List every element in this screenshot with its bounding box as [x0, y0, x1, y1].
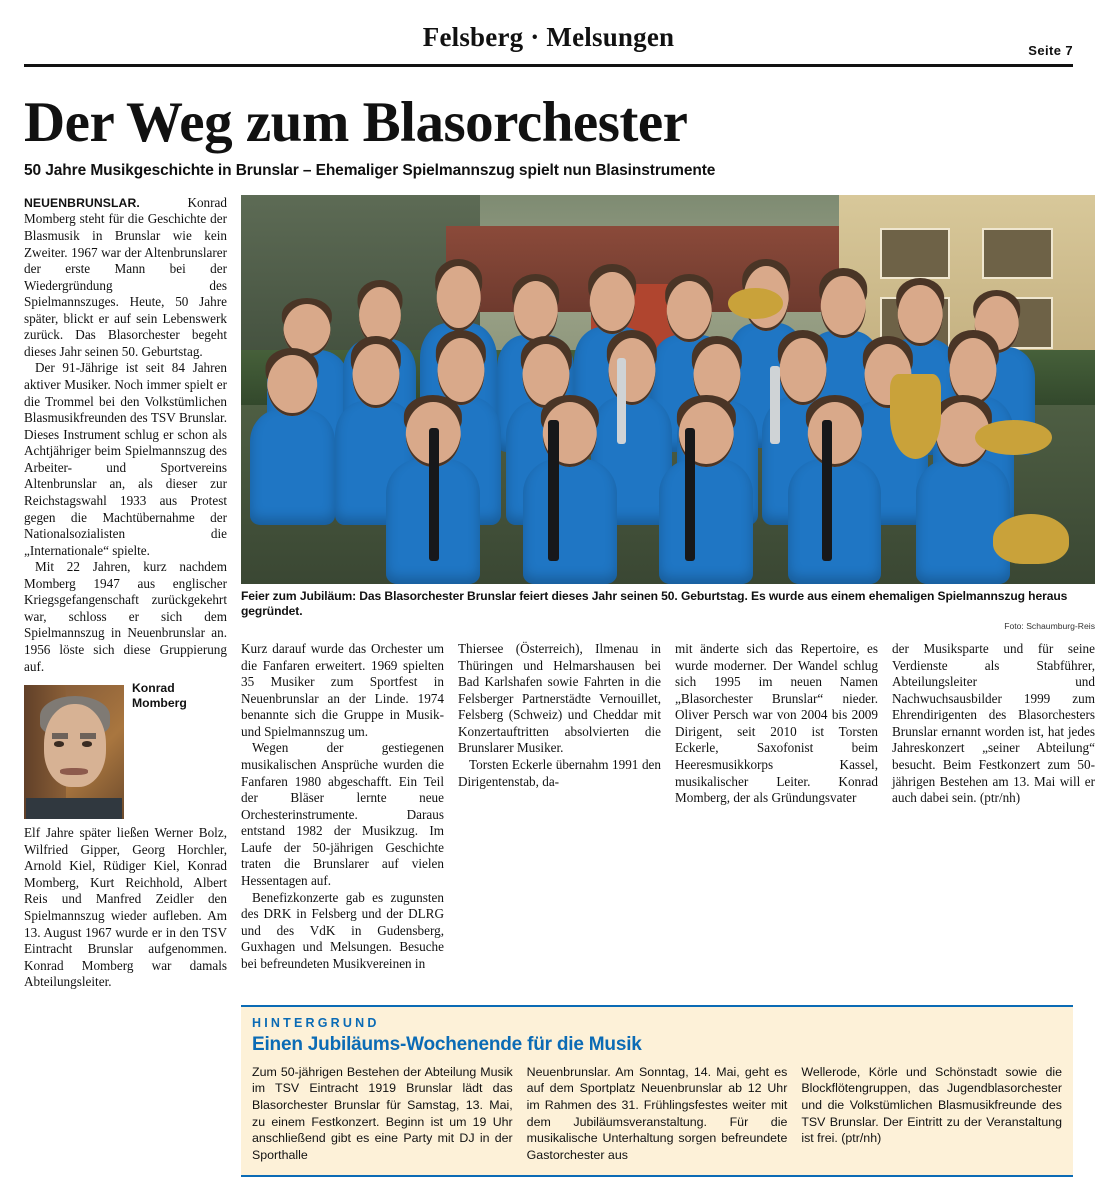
hintergrund-kicker: HINTERGRUND	[252, 1015, 380, 1030]
group-photo	[241, 195, 1095, 584]
paragraph-text: Kurz darauf wurde das Orchester um die Fanfaren erweitert. 1969 spielten 35 Musiker zum Sportfest in Neuenbrunslar an der Linde. 1974 benannte sich die Gruppe in Musik- und Spielmannszug um.	[241, 641, 444, 739]
paragraph: der Musiksparte und für seine Verdienste als Stabführer, Abteilungsleiter und Nachwuchsausbilder 1999 zum Ehrendirigenten des Blasorchesters Brunslar ernannt worden ist, hat jedes Jahreskonzert „seiner Abteilung“ besucht. Beim Festkonzert zum 50-jährigen Bestehen am 13. Mai will er auch dabei sein. (ptr/nh)	[892, 641, 1095, 806]
hintergrund-title: Einen Jubiläums-Wochenende für die Musik	[252, 1033, 642, 1055]
hintergrund-columns	[252, 1064, 1062, 1164]
portrait-image	[24, 685, 124, 819]
portrait-name-line2: Momberg	[132, 695, 187, 710]
paragraph: Benefizkonzerte gab es zugunsten des DRK in Felsberg und der DLRG und des VdK in Gudensberg, Guxhagen und Melsungen. Besuche bei befreundeten Musikvereinen in	[241, 889, 444, 971]
paragraph: mit änderte sich das Repertoire, es wurde moderner. Der Wandel schlug sich 1995 im neuen Namen „Blasorchester Brunslar“ nieder. Oliver Persch war von 2004 bis 2009 Dirigent, seit 2010 ist Torsten Eckerle, Saxofonist beim Heeresmusikkorps Kassel, musikalischer Leiter. Konrad Momberg, der als Gründungsvater	[675, 641, 878, 806]
masthead-title: Felsberg · Melsungen	[422, 22, 675, 52]
paragraph	[241, 641, 444, 740]
hintergrund-paragraph: Neuenbrunslar. Am Sonntag, 14. Mai, geht es auf dem Sportplatz Neuenbrunslar ab 12 Uhr im Rahmen des 31. Frühlingsfestes weiter mit dem Jubiläumsveranstaltung. Für die musikalische Unterhaltung sorgen befreundete Gastorchester aus	[526, 1064, 788, 1162]
newspaper-page	[0, 22, 1097, 1162]
article-column-4	[675, 641, 878, 972]
paragraph	[24, 195, 227, 361]
paragraph: Wegen der gestiegenen musikalischen Ansprüche wurden die Fanfaren 1980 abgeschafft. Ein Teil der Bläser lernte neue Orchesterinstrumente. Daraus entstand 1982 der Musikzug. Im Laufe der 50-jährigen Geschichte traten die Brunslarer auf vielen Hessentagen auf.	[241, 740, 444, 888]
page-number: Seite 7	[1028, 43, 1073, 58]
hintergrund-paragraph: Wellerode, Körle und Schönstadt sowie die Blockflötengruppen, das Jugendblasorchester und die Volkstümlichen Blasmusikfreunde des TSV Brunslar. Der Eintritt zu der Veranstaltung ist frei. (ptr/nh)	[801, 1064, 1063, 1146]
hintergrund-paragraph: Zum 50-jährigen Bestehen der Abteilung Musik im TSV Eintracht 1919 Brunslar lädt das Blasorchester Brunslar für Samstag, 13. Mai, zu einem Festkonzert. Beginn ist um 19 Uhr anschließend gibt es eine Party mit DJ in der Sporthalle	[252, 1064, 513, 1162]
portrait-block	[24, 681, 227, 821]
article-column-2	[241, 641, 444, 972]
masthead	[24, 22, 1073, 67]
paragraph: Thiersee (Österreich), Ilmenau in Thüringen und Helmarshausen bei Bad Karlshafen sowie Fahrten in die Felsberger Partnerstädte Vernouillet, Felsberg (Schweiz) und Cheddar mit Konzertauftritten absolvierten die Brunslarer Musiker.	[458, 641, 661, 756]
article-column-1	[24, 195, 227, 991]
paragraph: Der 91-Jährige ist seit 84 Jahren aktiver Musiker. Noch immer spielt er die Trommel bei den Volkstümlichen Blasmusikfreunden des TSV Brunslar. Dieses Instrument schlug er schon als Achtjähriger beim Spielmannszug des Arbeiter- und Sportvereins Altenbrunslar an, als dieser zur Reichstagswahl 1933 aus Protest gegen die Machtübernahme der Nationalsozialisten die „Internationale“ spielte.	[24, 360, 227, 558]
article-subhead: 50 Jahre Musikgeschichte in Brunslar – Ehemaliger Spielmannszug spielt nun Blasinstrumente	[24, 162, 716, 180]
paragraph-text: Konrad Momberg steht für die Geschichte der Blasmusik in Brunslar wie kein Zweiter. 1967 war der Altenbrunslarer der erste Mann bei der Wiedergründung des Spielmannszuges. Heute, 50 Jahre später, blickt er auf sein Lebenswerk zurück. Das Blasorchester begeht dieses Jahr seinen 50. Geburtstag.	[24, 194, 227, 359]
hintergrund-box	[241, 1005, 1073, 1177]
page-title: Der Weg zum Blasorchester	[24, 91, 688, 154]
article-column-3	[458, 641, 661, 972]
photo-credit: Foto: Schaumburg-Reis	[1004, 621, 1095, 632]
hintergrund-wrapper	[241, 1005, 1073, 1177]
dateline: NEUENBRUNSLAR.	[24, 195, 140, 210]
article-lower-columns	[241, 641, 1095, 972]
article-right-block	[241, 195, 1095, 991]
photo-block	[241, 195, 1095, 631]
article-column-5	[892, 641, 1095, 972]
paragraph: Mit 22 Jahren, kurz nachdem Momberg 1947 aus englischer Kriegsgefangenschaft zurückgekehrt war, schloss er sich dem Spielmannszug in Neuenbrunslar an. 1956 löste sich diese Gruppierung auf.	[24, 559, 227, 674]
photo-caption: Feier zum Jubiläum: Das Blasorchester Brunslar feiert dieses Jahr seinen 50. Geburtstag. Es wurde aus einem ehemaligen Spielmannszug heraus gegründet.	[241, 588, 1068, 618]
portrait-name-line1: Konrad	[132, 681, 175, 696]
article-body	[24, 194, 1095, 991]
paragraph: Torsten Eckerle übernahm 1991 den Dirigentenstab, da-	[458, 757, 661, 789]
paragraph: Elf Jahre später ließen Werner Bolz, Wilfried Gipper, Georg Horchler, Arnold Kiel, Rüdiger Kiel, Konrad Momberg, Kurt Reichhold, Albert Reis und Manfred Zeidler den Spielmannszug wieder aufleben. Am 13. August 1967 wurde er in den TSV Eintracht Brunslar aufgenommen. Konrad Momberg war damals Abteilungsleiter.	[24, 825, 227, 990]
